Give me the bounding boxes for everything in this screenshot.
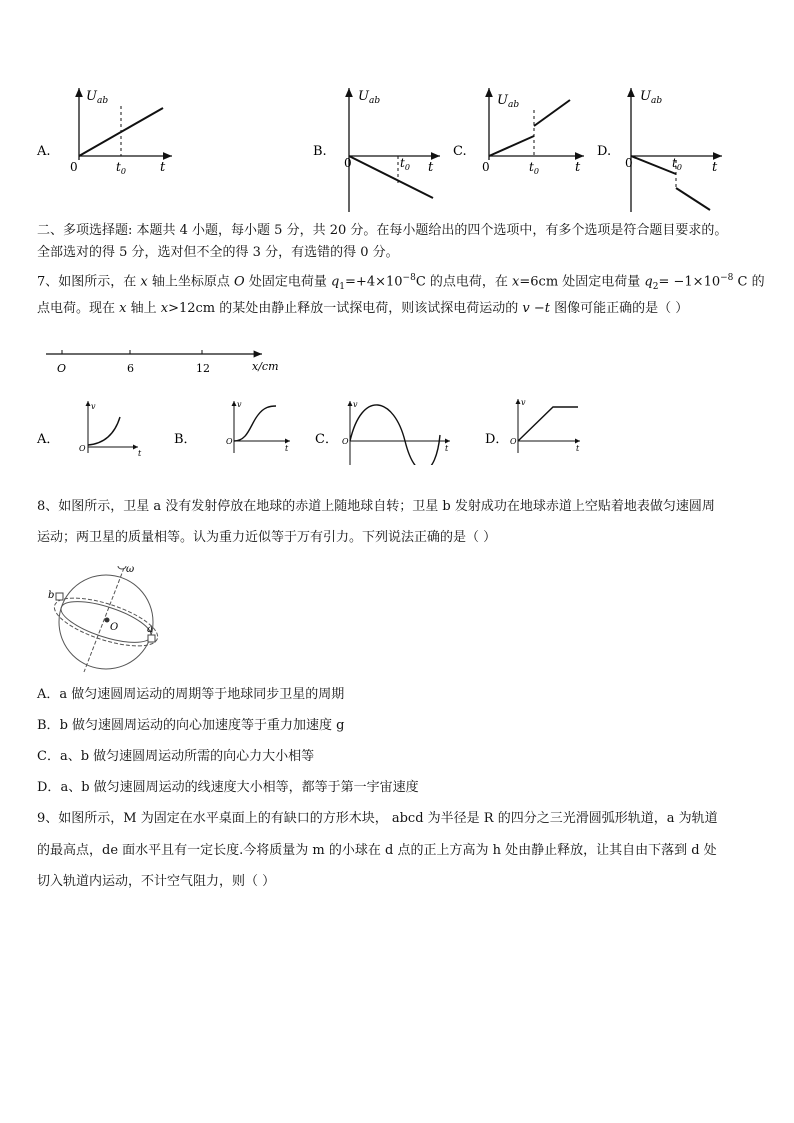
vt-option-d: D． [485,432,509,447]
option-d-label: D. [597,144,612,159]
tick-12: 12 [196,362,210,375]
tick-o: O [57,362,67,375]
q7-x-axis-figure [40,340,290,380]
q8-option-d: D．a、b 做匀速圆周运动的线速度大小相等，都等于第一宇宙速度 [37,780,419,795]
q7-vt-graphs [0,395,794,465]
vt-option-c: C． [315,432,338,447]
vt-graph-c [350,401,450,465]
origin-label: 0 [344,156,352,170]
section2-line1: 二、多项选择题: 本题共 4 小题，每小题 5 分，共 20 分。在每小题给出的四个选项中，有多个选项是符合题目要求的。 [37,223,728,238]
satellite-b-label: b [48,590,55,601]
uab-graphs-svg [0,70,794,220]
o-label: O [79,444,86,453]
vt-option-b: B． [174,432,197,447]
graph-option-b [349,88,440,212]
q8-earth-figure [44,560,174,675]
t0-label: $t_0$ [529,160,539,176]
q9-line2: 的最高点，de 面水平且有一定长度.今将质量为 m 的小球在 d 点的正上方高为 h 处由静止释放，让其自由下落到 d 处 [37,843,717,858]
t-axis-label: t [160,160,166,175]
uab-axis-label: $U_{ab}$ [497,93,520,110]
v-label: v [521,398,526,407]
t-label: t [285,444,289,453]
t-label: t [138,449,142,458]
tick-6: 6 [127,362,134,375]
t0-label: $t_0$ [400,156,410,172]
option-a-label: A. [37,144,51,159]
uab-axis-label: $U_{ab}$ [640,89,663,106]
q8-line1: 8、如图所示，卫星 a 没有发射停放在地球的赤道上随地球自转；卫星 b 发射成功在地球赤道上空贴着地表做匀速圆周 [37,499,715,514]
uab-axis-label: $U_{ab}$ [86,89,109,106]
q7-line1: 7、如图所示，在 x 轴上坐标原点 O 处固定电荷量 $q_1=+4\times 10^{-8}C$ 的点电荷，在 x=6cm 处固定电荷量 $q_2= -1\times 10^{-8}$ C 的 [37,273,765,292]
t-axis-label: t [575,160,581,175]
q8-option-c: C．a、b 做匀速圆周运动所需的向心力大小相等 [37,749,315,764]
q8-line2: 运动；两卫星的质量相等。认为重力近似等于万有引力。下列说法正确的是（ ） [37,530,497,545]
o-label: O [226,437,233,446]
t0-label: $t_0$ [116,160,126,176]
t-label: t [445,444,449,453]
t-axis-label: t [428,160,434,175]
q9-line1: 9、如图所示，M 为固定在水平桌面上的有缺口的方形木块， abcd 为半径是 R 的四分之三光滑圆弧形轨道，a 为轨道 [37,811,718,826]
axis-unit: x/cm [252,360,279,373]
vt-option-a: A． [37,432,60,447]
q9-line3: 切入轨道内运动，不计空气阻力，则（ ） [37,874,276,889]
v-label: v [353,400,358,409]
vt-graph-d [518,399,580,453]
origin-label: 0 [482,160,490,174]
option-b-label: B. [313,144,327,159]
center-o-label: O [110,622,119,633]
origin-label: 0 [625,156,633,170]
q8-option-b: B．b 做匀速圆周运动的向心加速度等于重力加速度 g [37,718,345,733]
uab-axis-label: $U_{ab}$ [358,89,381,106]
q8-option-a: A．a 做匀速圆周运动的周期等于地球同步卫星的周期 [37,687,345,702]
option-c-label: C. [453,144,467,159]
o-label: O [342,437,349,446]
t0-label: $t_0$ [672,156,682,172]
section2-line2: 全部选对的得 5 分，选对但不全的得 3 分，有选错的得 0 分。 [37,245,399,260]
q7-line2: 点电荷。现在 x 轴上 x>12cm 的某处由静止释放一试探电荷，则该试探电荷运动的 v −t 图像可能正确的是（ ） [37,301,689,316]
v-label: v [237,400,242,409]
v-label: v [91,402,96,411]
satellite-a-label: a [147,624,153,635]
question6-graphs [0,70,794,220]
omega-label: ω [126,564,135,575]
t-axis-label: t [712,160,718,175]
o-label: O [510,437,517,446]
origin-label: 0 [70,160,78,174]
vt-graph-b [234,401,290,453]
graph-option-d [631,88,722,212]
t-label: t [576,444,580,453]
